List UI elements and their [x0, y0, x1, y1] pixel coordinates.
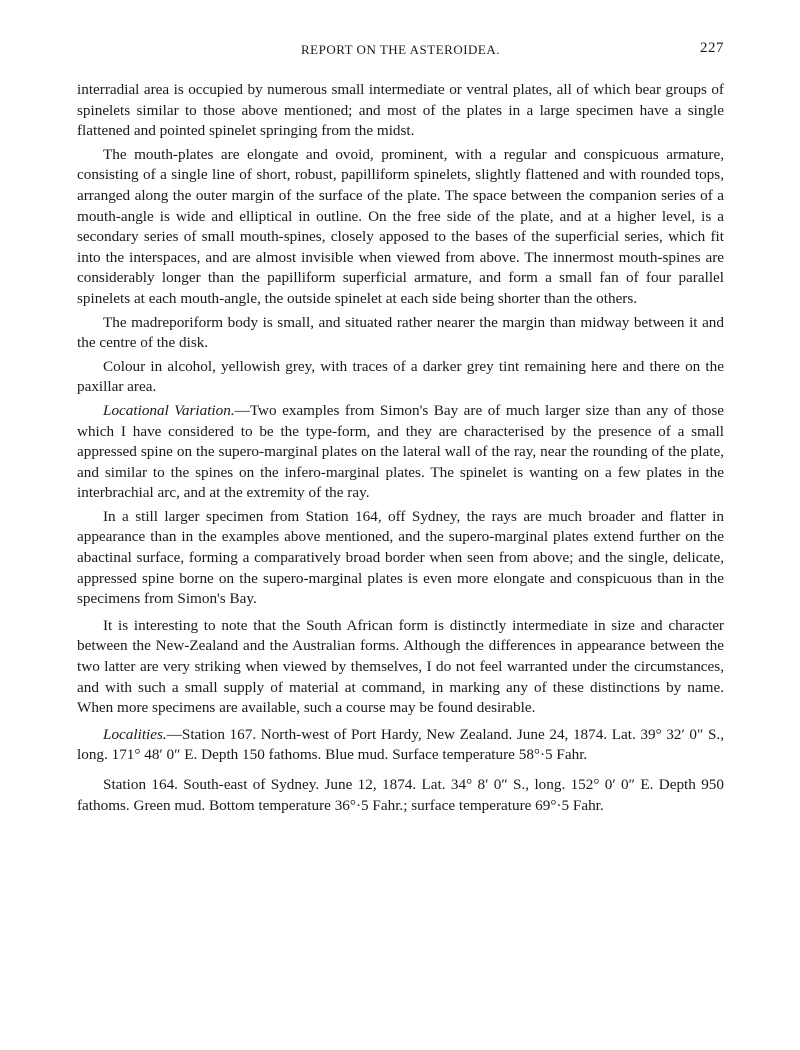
paragraph-station-164-specimen	[77, 507, 724, 610]
paragraph-text: —Two examples from Simon's Bay are of much larger size than any of those which I have considered to be the type-form, and they are characterised by the presence of a small appressed spine on the supero-marginal plates on the lateral wall of the ray, near the rounding of the plate, and similar to the spines on the infero-marginal plates. The spinelet is wanting on a few plates in the interbrachial arc, and at the extremity of the ray.	[77, 401, 724, 502]
running-head	[77, 40, 724, 62]
body-text	[77, 80, 724, 816]
paragraph-locational-variation	[77, 401, 724, 504]
paragraph-station-164	[77, 775, 724, 816]
paragraph-text: Colour in alcohol, yellowish grey, with traces of a darker grey tint remaining here and there on the paxillar area.	[77, 357, 724, 396]
page-number: 227	[700, 40, 724, 56]
running-title: REPORT ON THE ASTEROIDEA.	[300, 42, 501, 57]
paragraph-text: The madreporiform body is small, and situated rather nearer the margin than midway between it and the centre of the disk.	[77, 313, 724, 352]
page	[77, 40, 724, 819]
paragraph-text: interradial area is occupied by numerous small intermediate or ventral plates, all of which bear groups of spinelets similar to those above mentioned; and most of the plates in a large specimen have a single flattened and pointed spinelet springing from the midst.	[77, 81, 724, 140]
section-lead: Locational Variation.	[103, 401, 235, 419]
paragraph-text: The mouth-plates are elongate and ovoid, prominent, with a regular and conspicuous armature, consisting of a single line of short, robust, papilliform spinelets, slightly flattened and with rounded tops, arranged along the outer margin of the surface of the plate. The space between the companion series of a mouth-angle is wide and elliptical in outline. On the free side of the plate, and at a higher level, is a secondary series of small mouth-spines, closely apposed to the bases of the superficial series, which fit into the interspaces, and are almost invisible when viewed from above. The innermost mouth-spines are considerably longer than the papilliform superficial armature, and form a small fan of four parallel spinelets at each mouth-angle, the outside spinelet at each side being shorter than the others.	[77, 145, 724, 307]
paragraph-madreporiform-body	[77, 313, 724, 354]
paragraph-text: Station 164. South-east of Sydney. June 12, 1874. Lat. 34° 8′ 0″ S., long. 152° 0′ 0″ E. Depth 950 fathoms. Green mud. Bottom temperature 36°·5 Fahr.; surface temperature 69°·5 Fahr.	[77, 776, 724, 814]
paragraph-text: —Station 167. North-west of Port Hardy, New Zealand. June 24, 1874. Lat. 39° 32′ 0″ S., long. 171° 48′ 0″ E. Depth 150 fathoms. Blue mud. Surface temperature 58°·5 Fahr.	[77, 725, 724, 764]
paragraph-text: It is interesting to note that the South African form is distinctly intermediate in size and character between the New-Zealand and the Australian forms. Although the differences in appearance between the two latter are very striking when viewed by themselves, I do not feel warranted under the circumstances, and with such a small supply of material at command, in marking any of these distinctions by name. When more specimens are available, such a course may be found desirable.	[77, 616, 724, 717]
paragraph-intermediate-form	[77, 616, 724, 719]
paragraph-colour	[77, 357, 724, 398]
paragraph-text: In a still larger specimen from Station 164, off Sydney, the rays are much broader and flatter in appearance than in the examples above mentioned, and the supero-marginal plates extend further on the abactinal surface, forming a comparatively broad border when seen from above; and the single, delicate, appressed spine borne on the supero-marginal plates is even more elongate and conspicuous than in the specimens from Simon's Bay.	[77, 507, 724, 608]
paragraph-mouth-plates	[77, 145, 724, 310]
section-lead: Localities.	[103, 725, 167, 743]
paragraph-localities	[77, 725, 724, 766]
paragraph-interradial-area	[77, 80, 724, 142]
